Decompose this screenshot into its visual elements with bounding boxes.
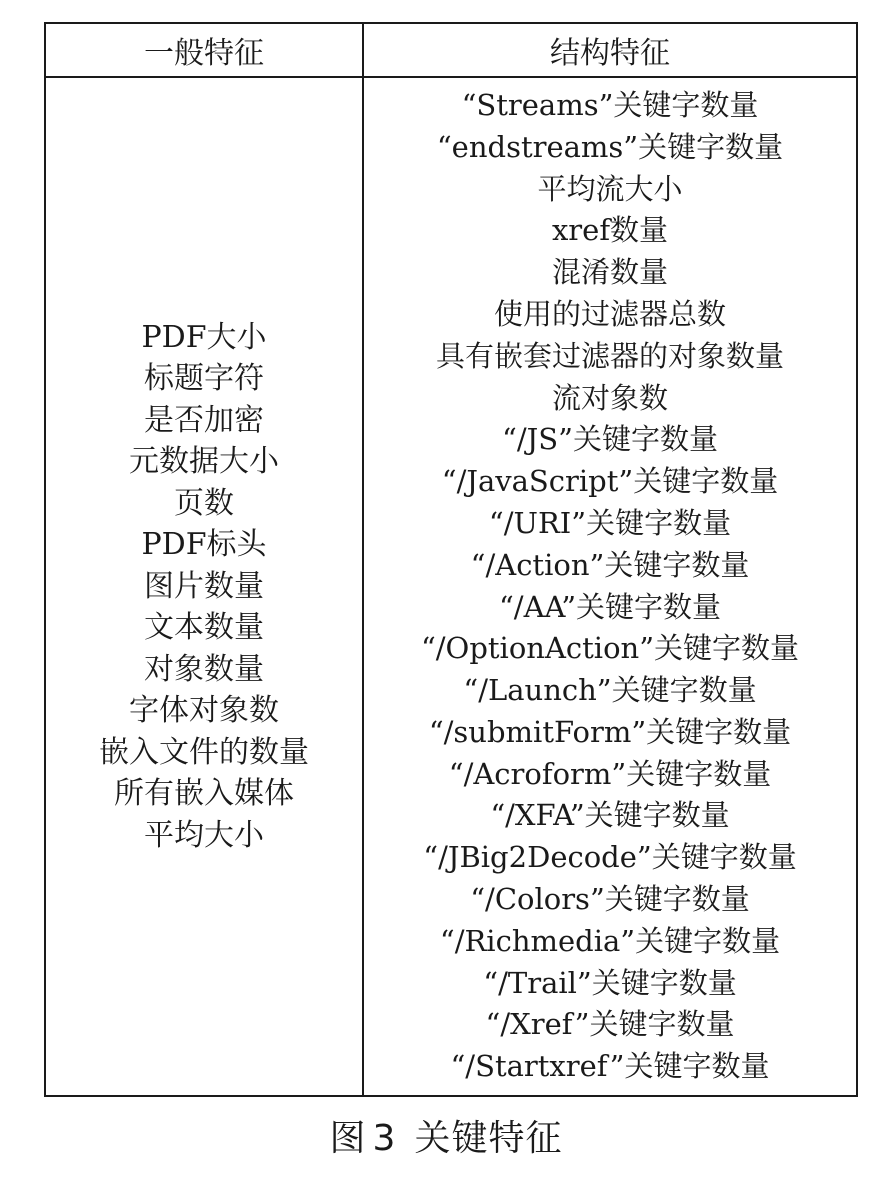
list-item: “/URI”关键字数量 [488, 505, 732, 540]
caption-title: 关键特征 [414, 1118, 563, 1159]
list-item: 平均大小 [144, 817, 264, 853]
list-item: 对象数量 [144, 651, 264, 687]
list-item: 页数 [174, 485, 234, 521]
list-item: “/Acroform”关键字数量 [448, 756, 772, 791]
list-item: “/Richmedia”关键字数量 [439, 923, 781, 958]
list-item: 字体对象数 [129, 693, 279, 729]
list-item: “/Colors”关键字数量 [470, 882, 750, 917]
list-item: 使用的过滤器总数 [493, 296, 726, 331]
list-item: 是否加密 [144, 402, 264, 438]
list-item: “/JBig2Decode”关键字数量 [423, 840, 797, 875]
list-item: “/OptionAction”关键字数量 [420, 631, 800, 666]
list-item: “/submitForm”关键字数量 [428, 714, 792, 749]
list-item: PDF标头 [141, 527, 267, 563]
table-body-row [45, 77, 857, 1096]
list-item: “/Startxref”关键字数量 [450, 1049, 770, 1084]
list-item: “/Xref”关键字数量 [485, 1007, 735, 1042]
list-item: 图片数量 [144, 568, 264, 604]
key-features-table [44, 22, 858, 1097]
caption-prefix: 图 [329, 1118, 367, 1159]
table-header-row [45, 23, 857, 77]
list-item: 元数据大小 [129, 444, 279, 480]
list-item: “/Trail”关键字数量 [483, 965, 737, 1000]
list-item: “/Action”关键字数量 [470, 547, 750, 582]
list-item: 平均流大小 [537, 171, 683, 206]
caption-number: 3 [372, 1118, 397, 1159]
list-item: 所有嵌入媒体 [114, 776, 294, 812]
general-features-cell [45, 77, 363, 1096]
list-item: 具有嵌套过滤器的对象数量 [435, 338, 784, 373]
header-structural-features: 结构特征 [363, 23, 857, 77]
list-item: “/XFA”关键字数量 [490, 798, 730, 833]
figure-caption [0, 1110, 892, 1161]
list-item: “/JS”关键字数量 [502, 422, 718, 457]
list-item: “endstreams”关键字数量 [436, 129, 784, 164]
list-item: xref数量 [551, 213, 669, 248]
list-item: “/JavaScript”关键字数量 [441, 464, 779, 499]
header-general-features: 一般特征 [45, 23, 363, 77]
list-item: “/Launch”关键字数量 [463, 673, 757, 708]
list-item: “/AA”关键字数量 [498, 589, 722, 624]
list-item: 文本数量 [144, 610, 264, 646]
list-item: 嵌入文件的数量 [99, 734, 309, 770]
list-item: 流对象数 [551, 380, 668, 415]
list-item: PDF大小 [141, 319, 267, 355]
structural-features-cell [363, 77, 857, 1096]
list-item: 混淆数量 [551, 255, 668, 290]
list-item: 标题字符 [144, 361, 264, 397]
list-item: “Streams”关键字数量 [461, 87, 759, 122]
